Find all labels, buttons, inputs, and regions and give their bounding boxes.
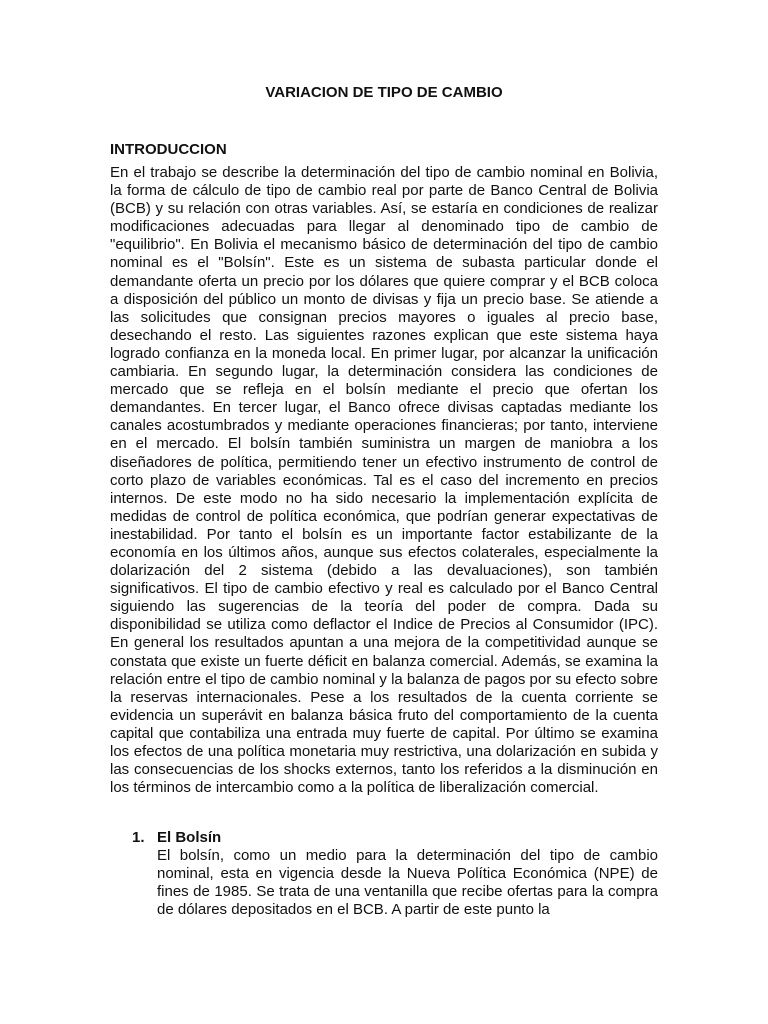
list-item-el-bolsin <box>110 829 658 919</box>
list-item-text: El bolsín, como un medio para la determinación del tipo de cambio nominal, esta en vigencia desde la Nueva Política Económica (NPE) de fines de 1985. Se trata de una ventanilla que recibe ofertas para la compra de dólares depositados en el BCB. A partir de este punto la <box>157 847 658 919</box>
document-title: VARIACION DE TIPO DE CAMBIO <box>265 84 503 101</box>
introduction-paragraph: En el trabajo se describe la determinación del tipo de cambio nominal en Bolivia, la forma de cálculo de tipo de cambio real por parte de Banco Central de Bolivia (BCB) y su relación con otras variables. Así, se estaría en condiciones de realizar modificaciones adecuadas para llegar al denominado tipo de cambio de "equilibrio". En Bolivia el mecanismo básico de determinación del tipo de cambio nominal es el "Bolsín". Este es un sistema de subasta particular donde el demandante oferta un precio por los dólares que quiere comprar y el BCB coloca a disposición del público un monto de divisas y fija un precio base. Se atiende a las solicitudes que consignan precios mayores o iguales al precio base, desechando el resto. Las siguientes razones explican que este sistema haya logrado confianza en la moneda local. En primer lugar, por alcanzar la unificación cambiaria. En segundo lugar, la determinación considera las condiciones de mercado que se refleja en el bolsín mediante el precio que ofertan los demandantes. En tercer lugar, el Banco ofrece divisas captadas mediante los canales acostumbrados y mediante operaciones financieras; por tanto, interviene en el mercado. El bolsín también suministra un margen de maniobra a los diseñadores de política, permitiendo tener un efectivo instrumento de control de corto plazo de variables económicas. Tal es el caso del incremento en precios internos. De este modo no ha sido necesario la implementación explícita de medidas de control de política económica, que podrían generar expectativas de inestabilidad. Por tanto el bolsín es un importante factor estabilizante de la economía en los últimos años, aunque sus efectos colaterales, especialmente la dolarización del 2 sistema (debido a las devaluaciones), son también significativos. El tipo de cambio efectivo y real es calculado por el Banco Central siguiendo las sugerencias de la teoría del poder de compra. Dada su disponibilidad se utiliza como deflactor el Indice de Precios al Consumidor (IPC). En general los resultados apuntan a una mejora de la competitividad aunque se constata que existe un fuerte déficit en balanza comercial. Además, se examina la relación entre el tipo de cambio nominal y la balanza de pagos por su efecto sobre la reservas internacionales. Pese a los resultados de la cuenta corriente se evidencia un superávit en balanza básica fruto del comportamiento de la cuenta capital que contabiliza una entrada muy fuerte de capital. Por último se examina los efectos de una política monetaria muy restrictiva, una dolarización en subida y las consecuencias de los shocks externos, tanto los referidos a la disminución en los términos de intercambio como a la política de liberalización comercial. <box>110 164 658 797</box>
introduction-heading: INTRODUCCION <box>110 141 227 158</box>
list-item-title: El Bolsín <box>157 829 222 846</box>
list-item-number: 1. <box>132 829 145 846</box>
numbered-section-list <box>110 829 658 919</box>
